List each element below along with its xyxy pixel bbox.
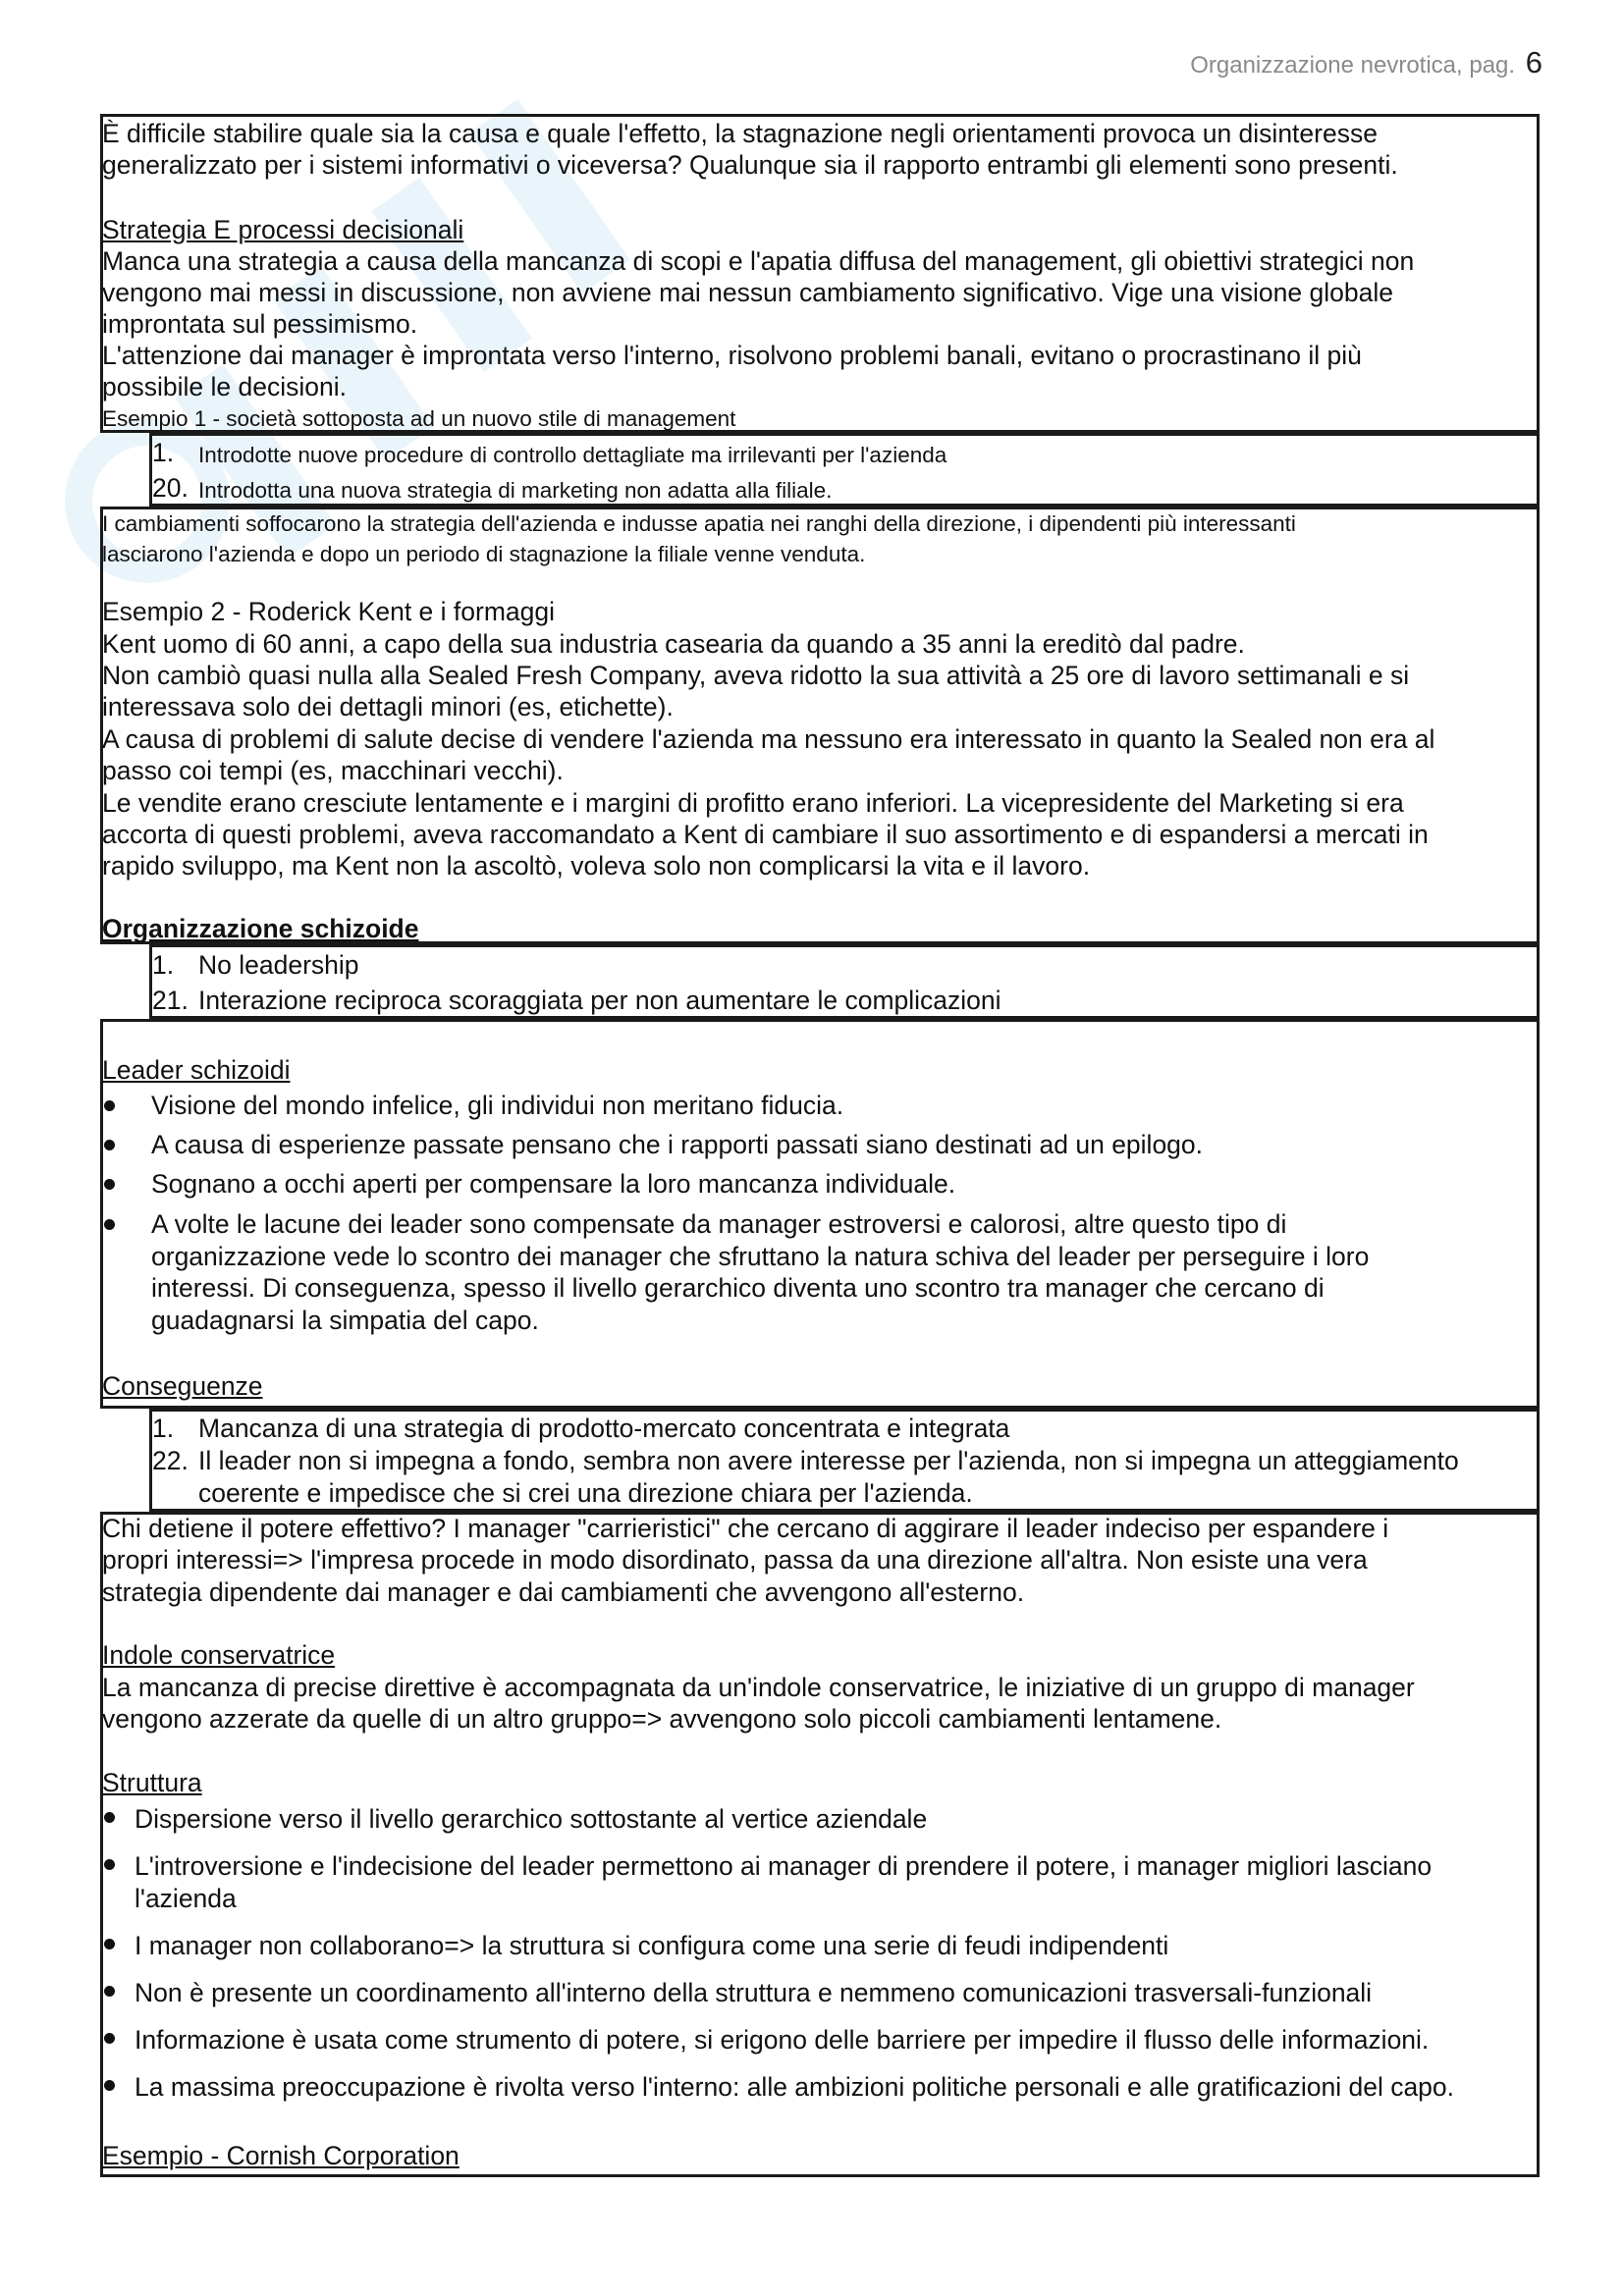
list-item: [152, 1445, 189, 1477]
paragraph-line: rapido sviluppo, ma Kent non la ascoltò, voleva solo non complicarsi la vita e il lavoro.: [102, 851, 1091, 881]
bullet-text: I manager non collaborano=> la struttura si configura come una serie di feudi indipendenti: [135, 1931, 1169, 1960]
paragraph-line: improntata sul pessimismo.: [102, 309, 418, 339]
list-item: [152, 472, 189, 505]
bullet-text: Visione del mondo infelice, gli individui non meritano fiducia.: [151, 1091, 844, 1120]
bullet-text: Sognano a occhi aperti per compensare la loro mancanza individuale.: [151, 1169, 956, 1199]
bullet-text: L'introversione e l'indecisione del leader permettono ai manager di prendere il potere, i manager migliori lasciano: [135, 1851, 1433, 1881]
paragraph-line: La mancanza di precise direttive è accompagnata da un'indole conservatrice, le iniziative di un gruppo di manager: [102, 1673, 1415, 1702]
section-heading-conseguenze: Conseguenze: [102, 1371, 263, 1401]
list-number: 1.: [152, 438, 175, 467]
example-heading-cornish: Esempio - Cornish Corporation: [102, 2141, 460, 2170]
bullet-icon: [104, 1219, 115, 1230]
list-item-text: Mancanza di una strategia di prodotto-mercato concentrata e integrata: [198, 1414, 1010, 1443]
bullet-text: A causa di esperienze passate pensano che i rapporti passati siano destinati ad un epilogo.: [151, 1130, 1204, 1159]
bullet-icon: [104, 1812, 115, 1823]
bullet-text: La massima preoccupazione è rivolta verso l'interno: alle ambizioni politiche personali e alle gratificazioni del capo.: [135, 2072, 1455, 2102]
example-heading-2: Esempio 2 - Roderick Kent e i formaggi: [102, 597, 556, 626]
bullet-icon: [104, 1179, 115, 1190]
list-item: [152, 985, 189, 1017]
list-item-text: Introdotte nuove procedure di controllo dettagliate ma irrilevanti per l'azienda: [198, 443, 947, 467]
paragraph-line: A causa di problemi di salute decise di vendere l'azienda ma nessuno era interessato in quanto la Sealed non era al: [102, 724, 1435, 754]
header-label: Organizzazione nevrotica, pag.: [1190, 52, 1516, 79]
paragraph-line: Non cambiò quasi nulla alla Sealed Fresh Company, aveva ridotto la sua attività a 25 ore di lavoro settimanali e si: [102, 661, 1410, 690]
paragraph-line: generalizzato per i sistemi informativi o viceversa? Qualunque sia il rapporto entrambi gli elementi sono presenti.: [102, 150, 1398, 180]
bullet-text: Dispersione verso il livello gerarchico sottostante al vertice aziendale: [135, 1804, 928, 1834]
bullet-text: Non è presente un coordinamento all'interno della struttura e nemmeno comunicazioni trasversali-funzionali: [135, 1978, 1373, 2007]
bullet-text: l'azienda: [135, 1884, 237, 1913]
bullet-text: Informazione è usata come strumento di potere, si erigono delle barriere per impedire il flusso delle informazioni.: [135, 2025, 1430, 2055]
paragraph-line: possibile le decisioni.: [102, 372, 347, 401]
list-item: [152, 437, 174, 469]
bullet-icon: [104, 1939, 115, 1949]
bullet-icon: [104, 1859, 115, 1870]
list-item-text: Interazione reciproca scoraggiata per non aumentare le complicazioni: [198, 986, 1001, 1015]
list-number: 20.: [152, 473, 189, 503]
bullet-text: interessi. Di conseguenza, spesso il livello gerarchico diventa uno scontro tra manager che cercano di: [151, 1273, 1325, 1303]
list-item-text: Il leader non si impegna a fondo, sembra non avere interesse per l'azienda, non si impegna un atteggiamento: [198, 1446, 1459, 1475]
paragraph-line: Le vendite erano cresciute lentamente e i margini di profitto erano inferiori. La vicepresidente del Marketing si era: [102, 788, 1404, 818]
paragraph-line: Chi detiene il potere effettivo? I manager "carrieristici" che cercano di aggirare il leader indeciso per espandere i: [102, 1514, 1389, 1543]
list-item-text: Introdotta una nuova strategia di marketing non adatta alla filiale.: [198, 478, 833, 503]
section-heading-struttura: Struttura: [102, 1768, 202, 1797]
section-heading-leader: Leader schizoidi: [102, 1055, 291, 1085]
section-heading-schizoide: Organizzazione schizoide: [102, 914, 419, 943]
paragraph-line: L'attenzione dai manager è improntata verso l'interno, risolvono problemi banali, evitano o procrastinano il più: [102, 341, 1362, 370]
paragraph-line: Kent uomo di 60 anni, a capo della sua industria casearia da quando a 35 anni la ereditò dal padre.: [102, 629, 1245, 659]
paragraph-line: strategia dipendente dai manager e dai cambiamenti che avvengono all'esterno.: [102, 1577, 1025, 1607]
paragraph-line: lasciarono l'azienda e dopo un periodo di stagnazione la filiale venne venduta.: [102, 542, 866, 566]
paragraph-line: È difficile stabilire quale sia la causa e quale l'effetto, la stagnazione negli orientamenti provoca un disinteresse: [102, 119, 1378, 148]
bullet-icon: [104, 1986, 115, 1997]
paragraph-line: Manca una strategia a causa della mancanza di scopi e l'apatia diffusa del management, gli obiettivi strategici non: [102, 246, 1415, 276]
paragraph-line: propri interessi=> l'impresa procede in modo disordinato, passa da una direzione all'altra. Non esiste una vera: [102, 1545, 1368, 1575]
list-item-text: coerente e impedisce che si crei una direzione chiara per l'azienda.: [198, 1478, 973, 1508]
bullet-icon: [104, 2033, 115, 2044]
page-number: 6: [1525, 45, 1542, 80]
bullet-text: organizzazione vede lo scontro dei manager che sfruttano la natura schiva del leader per perseguire i loro: [151, 1242, 1370, 1271]
page-header: [1190, 45, 1542, 80]
bullet-icon: [104, 1140, 115, 1150]
bullet-text: A volte le lacune dei leader sono compensate da manager estroversi e calorosi, altre questo tipo di: [151, 1209, 1287, 1239]
list-item-text: No leadership: [198, 950, 359, 980]
paragraph-line: vengono mai messi in discussione, non avviene mai nessun cambiamento significativo. Vige una visione globale: [102, 278, 1393, 307]
list-item: [152, 1413, 174, 1445]
list-number: 22.: [152, 1446, 189, 1475]
paragraph-line: interessava solo dei dettagli minori (es, etichette).: [102, 692, 674, 721]
section-heading-strategia: Strategia E processi decisionali: [102, 215, 464, 244]
list-item: [152, 949, 174, 982]
bullet-icon: [104, 2080, 115, 2091]
list-number: 1.: [152, 950, 175, 980]
paragraph-line: vengono azzerate da quelle di un altro gruppo=> avvengono solo piccoli cambiamenti lentamene.: [102, 1704, 1222, 1734]
bullet-text: guadagnarsi la simpatia del capo.: [151, 1306, 539, 1335]
example-heading-1: Esempio 1 - società sottoposta ad un nuovo stile di management: [102, 406, 736, 431]
section-heading-indole: Indole conservatrice: [102, 1640, 336, 1670]
paragraph-line: passo coi tempi (es, macchinari vecchi).: [102, 756, 564, 785]
list-number: 1.: [152, 1414, 175, 1443]
list-number: 21.: [152, 986, 189, 1015]
paragraph-line: I cambiamenti soffocarono la strategia dell'azienda e indusse apatia nei ranghi della direzione, i dipendenti più interessanti: [102, 511, 1296, 536]
paragraph-line: accorta di questi problemi, aveva raccomandato a Kent di cambiare il suo assortimento e di espandersi a mercati in: [102, 820, 1429, 849]
bullet-icon: [104, 1100, 115, 1111]
